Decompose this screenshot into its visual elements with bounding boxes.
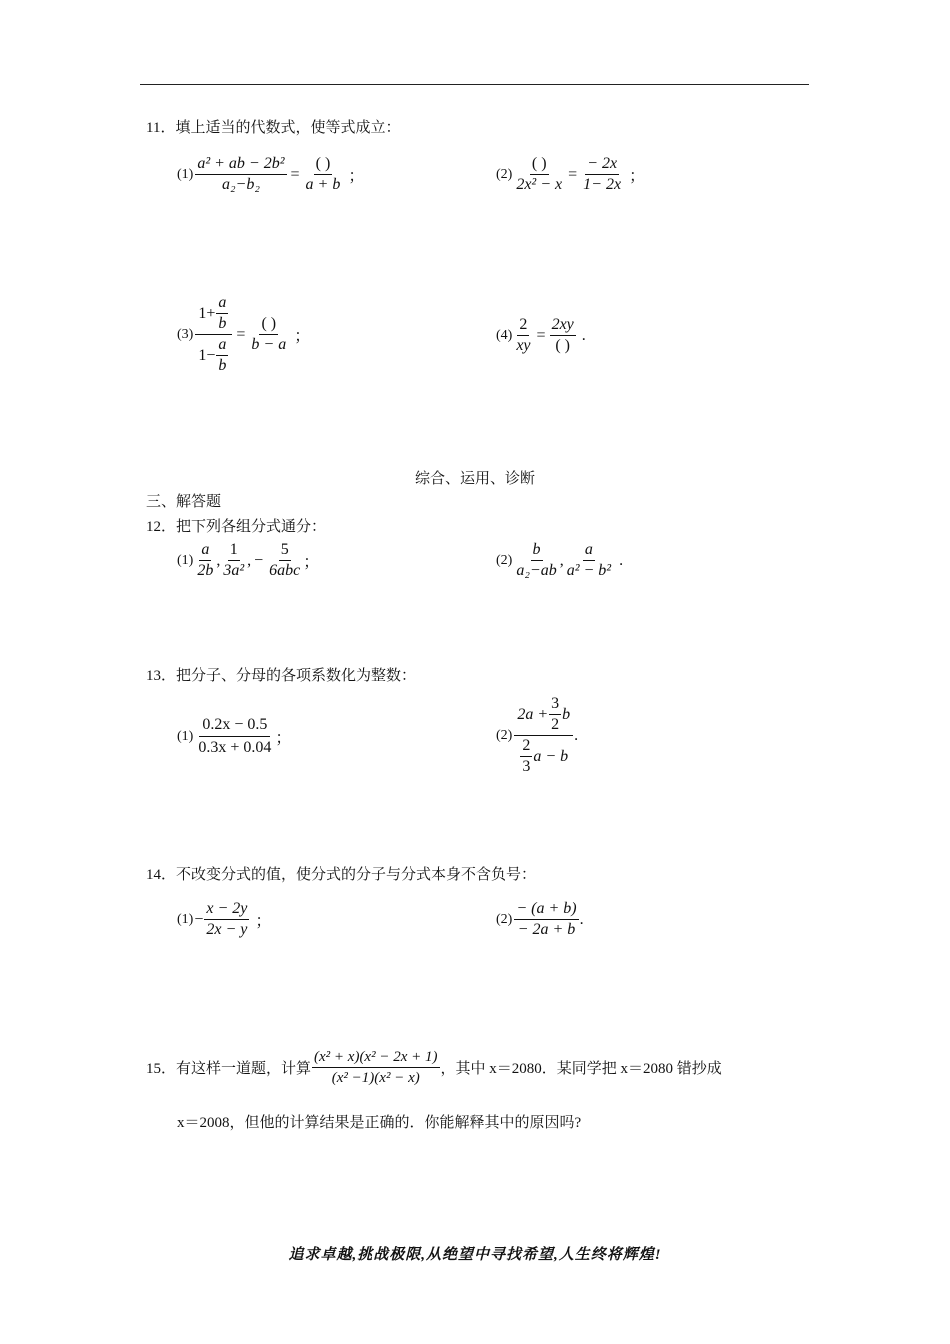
denominator: 1− 2x: [583, 176, 622, 193]
part-label: (2): [496, 911, 513, 927]
numerator: a² + ab − 2b²: [195, 154, 286, 175]
fraction: [514, 315, 532, 356]
equals-sign: =: [290, 165, 300, 183]
punctuation: ；: [255, 913, 272, 930]
complex-fraction: [514, 694, 573, 777]
term: 1+: [198, 304, 216, 322]
fraction: [514, 899, 578, 940]
denominator: ( ): [555, 337, 570, 354]
punctuation: ；: [348, 168, 365, 185]
denominator: 3a²: [223, 562, 245, 579]
q11-part4: [496, 315, 586, 356]
numerator: − (a + b): [514, 899, 578, 920]
fraction: [216, 335, 228, 376]
fraction: [514, 540, 558, 581]
q15-stem-end: ，其中 x＝2080．某同学把 x＝2080 错抄成: [440, 1061, 722, 1077]
denominator: [195, 335, 232, 376]
q12-part1: [177, 540, 319, 581]
q14-part2: [496, 899, 584, 940]
equals-sign: =: [536, 326, 546, 344]
fraction: [249, 314, 288, 355]
part-label: (1): [177, 166, 194, 182]
q11-stem: 11．填上适当的代数式，使等式成立：: [146, 120, 401, 136]
q14-stem: 14．不改变分式的值，使分式的分子与分式本身不含负号：: [146, 867, 537, 883]
numerator: a: [216, 335, 228, 356]
denominator: 2: [551, 716, 560, 733]
term: 1−: [198, 346, 216, 364]
part-label: (2): [496, 166, 513, 182]
fraction: [267, 540, 302, 581]
numerator: ( ): [530, 154, 549, 175]
comma: ,: [216, 551, 221, 569]
fraction: [520, 736, 532, 777]
part-label: (1): [177, 728, 194, 744]
denominator: 2x − y: [206, 921, 248, 938]
numerator: 1: [228, 540, 240, 561]
part-label: (4): [496, 327, 513, 343]
part-label: (1): [177, 911, 194, 927]
comma: ,: [247, 551, 252, 569]
q15-line1: [146, 1047, 722, 1088]
numerator: ( ): [259, 314, 278, 335]
denominator: − 2a + b: [517, 921, 576, 938]
numerator: 0.2x − 0.5: [199, 714, 270, 737]
denominator: 6abc: [269, 562, 301, 579]
fraction: [581, 154, 623, 195]
numerator: a: [583, 540, 595, 561]
fraction: [195, 714, 274, 759]
numerator: [514, 694, 573, 736]
section-title: 综合、运用、诊断: [414, 471, 535, 487]
fraction: [204, 899, 249, 940]
q11-part1: [177, 154, 364, 195]
denominator: 2b: [197, 562, 214, 579]
numerator: 2: [520, 736, 532, 757]
denominator: a + b: [305, 176, 341, 193]
punctuation: .: [619, 551, 624, 569]
part-three-heading: 三、解答题: [146, 494, 222, 510]
q12-part2: [496, 540, 623, 581]
punctuation: .: [574, 726, 579, 744]
fraction: [221, 540, 246, 581]
denominator: xy: [516, 337, 531, 354]
q11-part3: [177, 293, 310, 376]
numerator: a: [216, 293, 228, 314]
term: 2a +: [517, 705, 549, 723]
punctuation: .: [579, 910, 584, 928]
punctuation: ；: [629, 168, 646, 185]
denominator: a₂−ab: [516, 562, 557, 579]
fraction: [514, 154, 564, 195]
numerator: (x² + x)(x² − 2x + 1): [312, 1047, 439, 1068]
q15-stem-start: 15．有这样一道题，计算: [146, 1061, 312, 1077]
part-label: (2): [496, 552, 513, 568]
fraction: [216, 293, 228, 334]
header-rule: [140, 84, 809, 85]
numerator: [195, 293, 232, 335]
equals-sign: =: [568, 165, 578, 183]
denominator: a² − b²: [566, 562, 612, 579]
equals-sign: =: [236, 325, 246, 343]
term: b: [562, 705, 571, 723]
numerator: 2: [517, 315, 529, 336]
numerator: 2xy: [550, 315, 576, 336]
denominator: b: [218, 315, 227, 332]
fraction: [195, 154, 286, 195]
fraction: [565, 540, 613, 581]
numerator: x − 2y: [204, 899, 249, 920]
numerator: 3: [549, 694, 561, 715]
numerator: b: [531, 540, 543, 561]
punctuation: ；: [294, 328, 311, 345]
part-label: (1): [177, 552, 194, 568]
denominator: 3: [522, 758, 531, 775]
fraction: [549, 694, 561, 735]
numerator: a: [199, 540, 211, 561]
numerator: 5: [279, 540, 291, 561]
q14-part1: [177, 899, 271, 940]
q13-part1: [177, 714, 291, 759]
denominator: 2x² − x: [516, 176, 563, 193]
q13-stem: 13．把分子、分母的各项系数化为整数：: [146, 668, 417, 684]
term: a − b: [533, 747, 569, 765]
denominator: (x² −1)(x² − x): [331, 1070, 420, 1086]
fraction: [195, 540, 215, 581]
q13-part2: [496, 694, 578, 777]
q15-line2: x＝2008，但他的计算结果是正确的．你能解释其中的原因吗?: [177, 1115, 582, 1131]
denominator: 0.3x + 0.04: [198, 739, 272, 756]
denominator: a₂−b₂: [221, 176, 260, 193]
punctuation: ；: [303, 554, 320, 571]
fraction: [312, 1047, 439, 1088]
minus-sign: −: [254, 551, 264, 569]
numerator: ( ): [314, 154, 333, 175]
punctuation: .: [581, 326, 586, 344]
part-label: (3): [177, 326, 194, 342]
q11-part2: [496, 154, 645, 195]
numerator: − 2x: [585, 154, 619, 175]
fraction: [304, 154, 343, 195]
complex-fraction: [195, 293, 232, 376]
fraction: [550, 315, 576, 356]
denominator: [516, 736, 571, 777]
punctuation: ；: [275, 730, 292, 747]
minus-sign: −: [194, 910, 204, 928]
denominator: b: [218, 357, 227, 374]
denominator: b − a: [251, 336, 287, 353]
comma: ,: [559, 551, 564, 569]
footer-motto: 追求卓越,挑战极限,从绝望中寻找希望,人生终将辉煌!: [288, 1247, 662, 1263]
q12-stem: 12．把下列各组分式通分：: [146, 519, 327, 535]
part-label: (2): [496, 727, 513, 743]
